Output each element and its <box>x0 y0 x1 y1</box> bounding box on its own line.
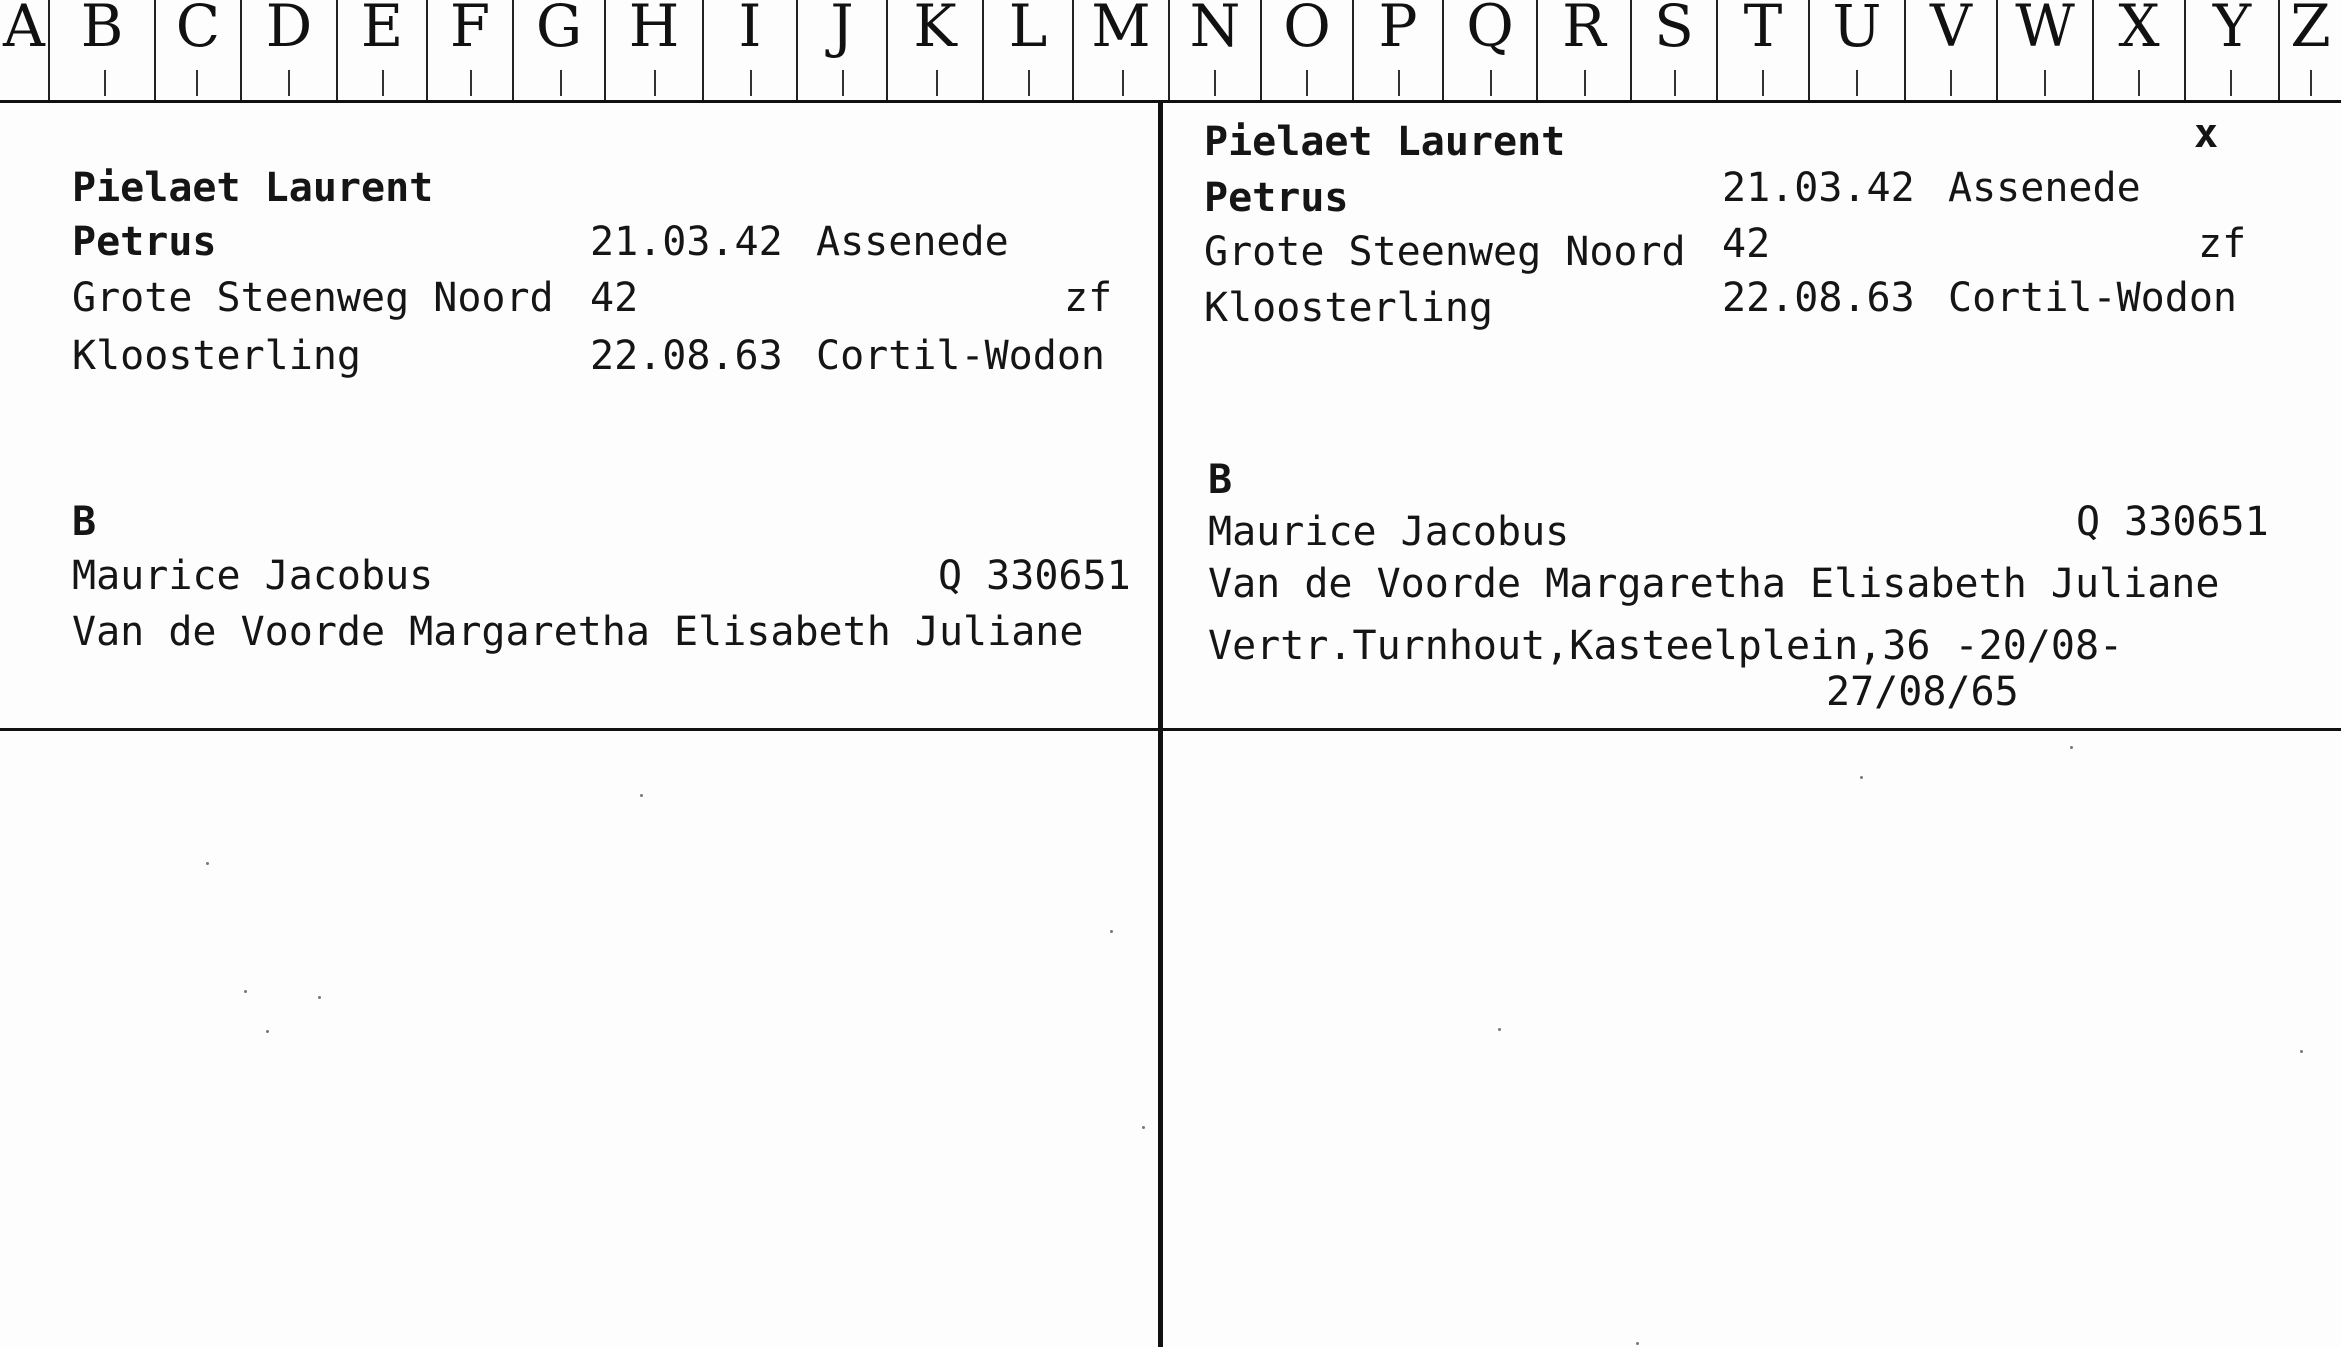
index-letter-r: R <box>1536 0 1630 100</box>
index-letter-n: N <box>1168 0 1260 100</box>
house-number: 42 <box>1722 221 1771 267</box>
mother-name: Van de Voorde Margaretha Elisabeth Juliane <box>72 609 1084 655</box>
scan-speck <box>1110 930 1113 933</box>
first-name: Petrus <box>72 219 217 265</box>
birth-date: 21.03.42 <box>590 219 783 265</box>
center-divider <box>1158 100 1163 1347</box>
scan-speck <box>1636 1342 1639 1345</box>
index-tick <box>1122 70 1124 96</box>
first-name: Petrus <box>1204 175 1349 221</box>
index-letter-g: G <box>512 0 604 100</box>
house-number: 42 <box>590 275 639 321</box>
street: Grote Steenweg Noord <box>72 275 554 321</box>
index-tick <box>382 70 384 96</box>
index-letter-y: Y <box>2184 0 2278 100</box>
index-tick <box>654 70 656 96</box>
middle-rule <box>0 728 2341 731</box>
index-tick <box>560 70 562 96</box>
index-tick <box>2044 70 2046 96</box>
index-tick <box>1950 70 1952 96</box>
birth-date: 21.03.42 <box>1722 165 1915 211</box>
index-letter-w: W <box>1996 0 2092 100</box>
index-letter-c: C <box>154 0 240 100</box>
index-tick <box>1306 70 1308 96</box>
index-tick <box>470 70 472 96</box>
section-letter: B <box>72 499 97 545</box>
index-tick <box>1674 70 1676 96</box>
person-name: Pielaet Laurent <box>1204 119 1566 165</box>
index-letter-f: F <box>426 0 512 100</box>
birth-place: Assenede <box>816 219 1009 265</box>
index-letter-h: H <box>604 0 702 100</box>
occupation: Kloosterling <box>1204 285 1493 331</box>
index-letter-a: A <box>3 0 45 60</box>
scan-speck <box>1860 776 1863 779</box>
index-letter-p: P <box>1352 0 1442 100</box>
index-letter-e: E <box>336 0 426 100</box>
occupation: Kloosterling <box>72 333 361 379</box>
header-rule <box>0 100 2341 103</box>
second-place: Cortil-Wodon <box>1948 275 2237 321</box>
index-tick <box>196 70 198 96</box>
index-tick <box>842 70 844 96</box>
index-letter-z: Z <box>2278 0 2341 100</box>
scan-speck <box>1142 1126 1145 1129</box>
index-letter-b: B <box>48 0 154 100</box>
index-tick <box>1856 70 1858 96</box>
index-tick <box>750 70 752 96</box>
index-tick <box>288 70 290 96</box>
index-tick <box>2138 70 2140 96</box>
scan-speck <box>206 862 209 865</box>
father-name: Maurice Jacobus <box>72 553 434 599</box>
index-tick <box>1214 70 1216 96</box>
status-code: zf <box>1064 275 1113 321</box>
index-letter-u: U <box>1808 0 1904 100</box>
reference-number: Q 330651 <box>2076 499 2269 545</box>
index-tick <box>2230 70 2232 96</box>
mark: x <box>2194 111 2219 157</box>
index-letter-v: V <box>1904 0 1996 100</box>
index-letter-q: Q <box>1442 0 1536 100</box>
mother-name: Van de Voorde Margaretha Elisabeth Juliane <box>1208 561 2220 607</box>
scan-speck <box>318 996 321 999</box>
index-letter-t: T <box>1716 0 1808 100</box>
scan-speck <box>640 794 643 797</box>
street: Grote Steenweg Noord <box>1204 229 1686 275</box>
person-name: Pielaet Laurent <box>72 165 434 211</box>
scan-speck <box>244 990 247 993</box>
index-tick <box>1762 70 1764 96</box>
index-letter-m: M <box>1072 0 1168 100</box>
second-date: 22.08.63 <box>590 333 783 379</box>
index-letter-l: L <box>982 0 1072 100</box>
index-tick <box>1028 70 1030 96</box>
birth-place: Assenede <box>1948 165 2141 211</box>
index-tick <box>1490 70 1492 96</box>
index-letter-j: J <box>796 0 886 100</box>
index-tick <box>1398 70 1400 96</box>
index-letter-i: I <box>702 0 796 100</box>
index-letter-o: O <box>1260 0 1352 100</box>
scan-speck <box>2070 746 2073 749</box>
index-letter-x: X <box>2092 0 2184 100</box>
index-letter-s: S <box>1630 0 1716 100</box>
index-tick <box>2310 70 2312 96</box>
index-letter-d: D <box>240 0 336 100</box>
second-date: 22.08.63 <box>1722 275 1915 321</box>
index-letter-k: K <box>886 0 982 100</box>
scan-speck <box>2300 1050 2303 1053</box>
section-letter: B <box>1208 457 1233 503</box>
index-tick <box>936 70 938 96</box>
scan-speck <box>1498 1028 1501 1031</box>
status-code: zf <box>2198 221 2247 267</box>
transfer-date: 27/08/65 <box>1826 669 2019 715</box>
alphabet-index-strip <box>0 0 2341 100</box>
index-tick <box>104 70 106 96</box>
second-place: Cortil-Wodon <box>816 333 1105 379</box>
scan-speck <box>266 1030 269 1033</box>
index-tick <box>1584 70 1586 96</box>
transfer-note: Vertr.Turnhout,Kasteelplein,36 -20/08- <box>1208 623 2124 669</box>
reference-number: Q 330651 <box>938 553 1131 599</box>
father-name: Maurice Jacobus <box>1208 509 1570 555</box>
